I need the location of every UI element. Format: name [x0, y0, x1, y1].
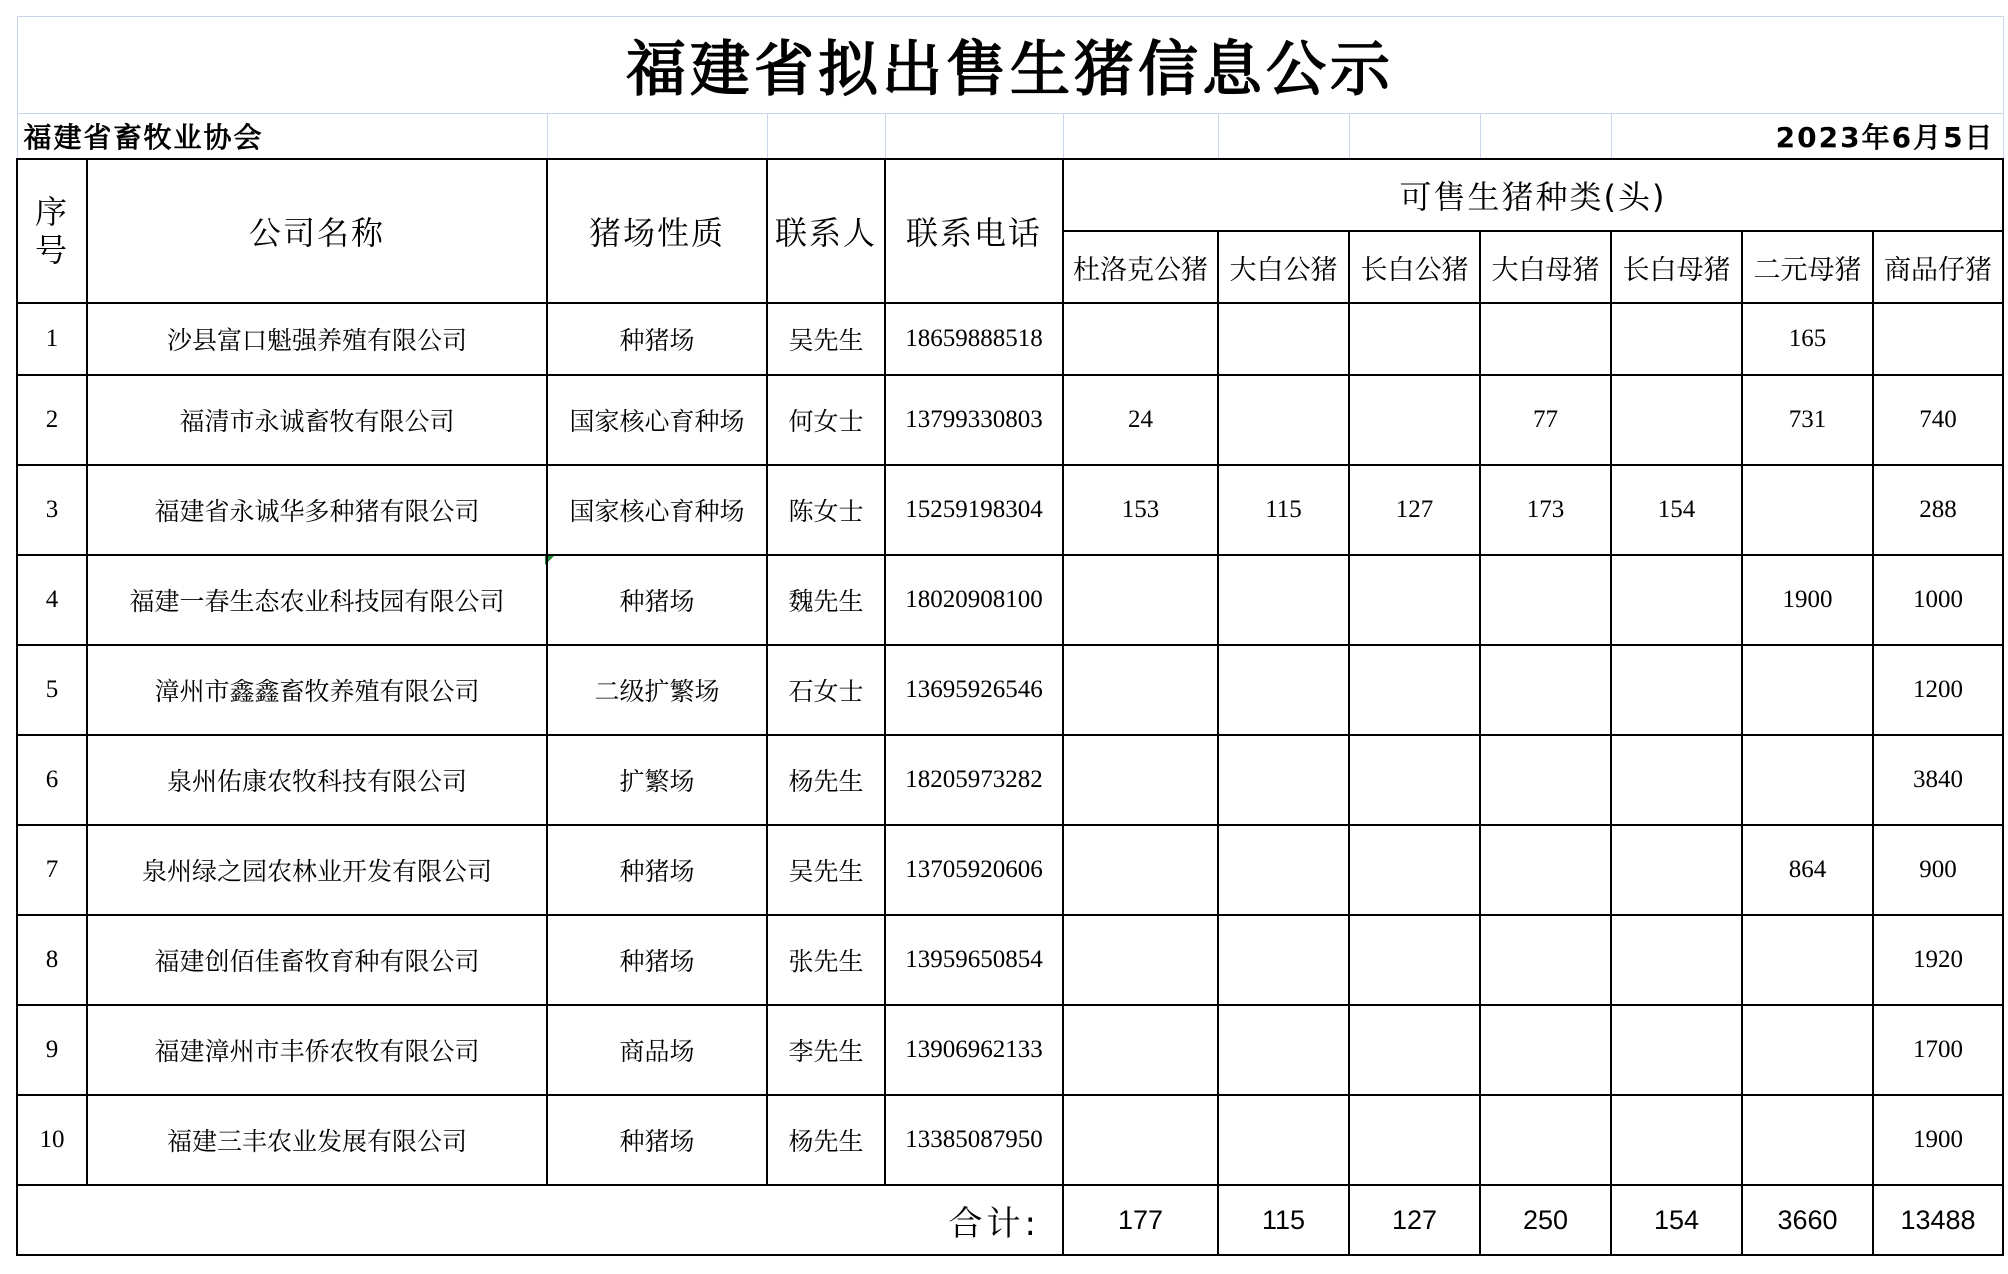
table-row — [17, 735, 2003, 825]
row-farm-type[interactable]: 国家核心育种场 — [547, 465, 767, 555]
row-count[interactable] — [1063, 825, 1218, 915]
row-count[interactable]: 1000 — [1873, 555, 2003, 645]
row-farm-type[interactable]: 商品场 — [547, 1005, 767, 1095]
empty-cell[interactable] — [1349, 114, 1480, 160]
table-row — [17, 375, 2003, 465]
row-count[interactable]: 740 — [1873, 375, 2003, 465]
row-count[interactable] — [1218, 375, 1349, 465]
row-company[interactable]: 沙县富口魁强养殖有限公司 — [87, 303, 547, 375]
row-count[interactable] — [1349, 1005, 1480, 1095]
row-phone[interactable]: 13906962133 — [885, 1005, 1063, 1095]
table-row — [17, 555, 2003, 645]
row-count[interactable]: 77 — [1480, 375, 1611, 465]
header-type: 长白母猪 — [1611, 231, 1742, 303]
row-company[interactable]: 漳州市鑫鑫畜牧养殖有限公司 — [87, 645, 547, 735]
header-type: 商品仔猪 — [1873, 231, 2003, 303]
row-company[interactable]: 福建三丰农业发展有限公司 — [87, 1095, 547, 1185]
header-contact: 联系人 — [767, 159, 885, 303]
sheet-title: 福建省拟出售生猪信息公示 — [17, 17, 2003, 114]
row-count[interactable] — [1063, 1005, 1218, 1095]
row-count[interactable] — [1063, 735, 1218, 825]
row-count[interactable] — [1218, 735, 1349, 825]
row-phone[interactable]: 18020908100 — [885, 555, 1063, 645]
row-count[interactable] — [1349, 303, 1480, 375]
publish-date: 2023年6月5日 — [1611, 114, 2003, 160]
row-company[interactable]: 泉州绿之园农林业开发有限公司 — [87, 825, 547, 915]
row-seq[interactable]: 5 — [17, 645, 87, 735]
row-count[interactable] — [1873, 303, 2003, 375]
row-phone[interactable]: 13799330803 — [885, 375, 1063, 465]
row-count[interactable] — [1611, 375, 1742, 465]
row-count[interactable] — [1742, 735, 1873, 825]
data-rows — [17, 303, 2003, 1185]
row-farm-type[interactable]: 种猪场 — [547, 825, 767, 915]
row-count[interactable] — [1611, 645, 1742, 735]
header-phone: 联系电话 — [885, 159, 1063, 303]
row-contact[interactable]: 李先生 — [767, 1005, 885, 1095]
total-value[interactable]: 250 — [1480, 1185, 1611, 1255]
row-phone[interactable]: 15259198304 — [885, 465, 1063, 555]
total-label[interactable]: 合计: — [17, 1185, 1063, 1255]
row-count[interactable] — [1349, 555, 1480, 645]
row-count[interactable]: 173 — [1480, 465, 1611, 555]
row-farm-type[interactable]: 扩繁场 — [547, 735, 767, 825]
row-count[interactable] — [1611, 555, 1742, 645]
total-value[interactable]: 127 — [1349, 1185, 1480, 1255]
row-phone[interactable]: 13385087950 — [885, 1095, 1063, 1185]
row-count[interactable] — [1480, 915, 1611, 1005]
row-seq[interactable]: 3 — [17, 465, 87, 555]
row-count[interactable] — [1063, 303, 1218, 375]
row-count[interactable]: 1200 — [1873, 645, 2003, 735]
table-row — [17, 303, 2003, 375]
row-count[interactable] — [1480, 555, 1611, 645]
header-row-1 — [17, 159, 2003, 231]
row-count[interactable] — [1480, 1005, 1611, 1095]
row-count[interactable]: 153 — [1063, 465, 1218, 555]
empty-cell[interactable] — [885, 114, 1063, 160]
row-farm-type[interactable]: 种猪场 — [547, 915, 767, 1005]
row-phone[interactable]: 18205973282 — [885, 735, 1063, 825]
row-count[interactable]: 1900 — [1742, 555, 1873, 645]
total-value[interactable]: 3660 — [1742, 1185, 1873, 1255]
table-row — [17, 915, 2003, 1005]
subheader-row — [17, 114, 2003, 160]
row-count[interactable] — [1611, 1095, 1742, 1185]
row-seq[interactable]: 7 — [17, 825, 87, 915]
row-count[interactable] — [1611, 915, 1742, 1005]
row-farm-type[interactable]: 二级扩繁场 — [547, 645, 767, 735]
row-count[interactable]: 1900 — [1873, 1095, 2003, 1185]
row-count[interactable] — [1742, 465, 1873, 555]
row-count[interactable] — [1349, 735, 1480, 825]
header-type: 大白母猪 — [1480, 231, 1611, 303]
row-count[interactable] — [1349, 825, 1480, 915]
row-seq[interactable]: 9 — [17, 1005, 87, 1095]
row-count[interactable] — [1218, 1095, 1349, 1185]
row-count[interactable]: 864 — [1742, 825, 1873, 915]
row-count[interactable] — [1611, 303, 1742, 375]
row-phone[interactable]: 18659888518 — [885, 303, 1063, 375]
row-company[interactable]: 福建一春生态农业科技园有限公司 — [87, 555, 547, 645]
empty-cell[interactable] — [1218, 114, 1349, 160]
row-phone[interactable]: 13959650854 — [885, 915, 1063, 1005]
row-count[interactable] — [1742, 645, 1873, 735]
row-contact[interactable]: 杨先生 — [767, 735, 885, 825]
row-count[interactable] — [1218, 555, 1349, 645]
row-company[interactable]: 福建创佰佳畜牧育种有限公司 — [87, 915, 547, 1005]
row-farm-type[interactable]: 种猪场 — [547, 1095, 767, 1185]
row-contact[interactable]: 吴先生 — [767, 825, 885, 915]
table-row — [17, 645, 2003, 735]
header-company: 公司名称 — [87, 159, 547, 303]
row-farm-type[interactable]: 国家核心育种场 — [547, 375, 767, 465]
row-count[interactable] — [1480, 1095, 1611, 1185]
empty-cell[interactable] — [1063, 114, 1218, 160]
row-seq[interactable]: 1 — [17, 303, 87, 375]
empty-cell[interactable] — [1480, 114, 1611, 160]
row-count[interactable] — [1063, 645, 1218, 735]
row-count[interactable]: 1700 — [1873, 1005, 2003, 1095]
row-contact[interactable]: 石女士 — [767, 645, 885, 735]
table-row — [17, 825, 2003, 915]
row-company[interactable]: 泉州佑康农牧科技有限公司 — [87, 735, 547, 825]
empty-cell[interactable] — [547, 114, 767, 160]
row-count[interactable] — [1611, 1005, 1742, 1095]
row-count[interactable] — [1349, 645, 1480, 735]
table-row — [17, 1095, 2003, 1185]
row-count[interactable] — [1063, 555, 1218, 645]
header-type: 杜洛克公猪 — [1063, 231, 1218, 303]
header-farm-type: 猪场性质 — [547, 159, 767, 303]
row-company[interactable]: 福建省永诚华多种猪有限公司 — [87, 465, 547, 555]
row-phone[interactable]: 13695926546 — [885, 645, 1063, 735]
row-seq[interactable]: 10 — [17, 1095, 87, 1185]
row-count[interactable] — [1063, 1095, 1218, 1185]
row-contact[interactable]: 魏先生 — [767, 555, 885, 645]
row-count[interactable]: 731 — [1742, 375, 1873, 465]
row-count[interactable]: 900 — [1873, 825, 2003, 915]
row-contact[interactable]: 杨先生 — [767, 1095, 885, 1185]
row-count[interactable] — [1218, 303, 1349, 375]
row-count[interactable]: 24 — [1063, 375, 1218, 465]
row-farm-type[interactable]: 种猪场 — [547, 555, 767, 645]
table-row — [17, 1005, 2003, 1095]
row-count[interactable]: 1920 — [1873, 915, 2003, 1005]
row-phone[interactable]: 13705920606 — [885, 825, 1063, 915]
row-count[interactable] — [1349, 1095, 1480, 1185]
header-type: 二元母猪 — [1742, 231, 1873, 303]
row-count[interactable] — [1480, 303, 1611, 375]
row-contact[interactable]: 何女士 — [767, 375, 885, 465]
row-count[interactable] — [1218, 825, 1349, 915]
organization-name: 福建省畜牧业协会 — [17, 114, 547, 160]
row-count[interactable] — [1742, 1095, 1873, 1185]
spreadsheet-table — [16, 16, 2004, 1256]
empty-cell[interactable] — [767, 114, 885, 160]
row-contact[interactable]: 陈女士 — [767, 465, 885, 555]
table-row — [17, 465, 2003, 555]
row-seq[interactable]: 4 — [17, 555, 87, 645]
total-value[interactable]: 154 — [1611, 1185, 1742, 1255]
total-value[interactable]: 177 — [1063, 1185, 1218, 1255]
row-contact[interactable]: 吴先生 — [767, 303, 885, 375]
total-value[interactable]: 13488 — [1873, 1185, 2003, 1255]
row-farm-type[interactable]: 种猪场 — [547, 303, 767, 375]
row-count[interactable] — [1742, 915, 1873, 1005]
row-count[interactable]: 288 — [1873, 465, 2003, 555]
row-count[interactable] — [1218, 915, 1349, 1005]
row-count[interactable] — [1742, 1005, 1873, 1095]
row-count[interactable] — [1480, 645, 1611, 735]
row-seq[interactable]: 6 — [17, 735, 87, 825]
row-count[interactable] — [1218, 645, 1349, 735]
header-pig-types-group: 可售生猪种类(头) — [1063, 159, 2003, 231]
row-count[interactable] — [1611, 825, 1742, 915]
row-contact[interactable]: 张先生 — [767, 915, 885, 1005]
row-count[interactable] — [1611, 735, 1742, 825]
row-count[interactable]: 165 — [1742, 303, 1873, 375]
row-count[interactable] — [1218, 1005, 1349, 1095]
row-count[interactable]: 3840 — [1873, 735, 2003, 825]
total-value[interactable]: 115 — [1218, 1185, 1349, 1255]
total-row — [17, 1185, 2003, 1255]
row-count[interactable] — [1063, 915, 1218, 1005]
row-count[interactable] — [1480, 825, 1611, 915]
row-count[interactable]: 115 — [1218, 465, 1349, 555]
row-count[interactable] — [1349, 915, 1480, 1005]
row-company[interactable]: 福清市永诚畜牧有限公司 — [87, 375, 547, 465]
row-count[interactable]: 154 — [1611, 465, 1742, 555]
row-count[interactable]: 127 — [1349, 465, 1480, 555]
header-type: 长白公猪 — [1349, 231, 1480, 303]
row-count[interactable] — [1349, 375, 1480, 465]
row-seq[interactable]: 2 — [17, 375, 87, 465]
header-seq: 序 号 — [17, 159, 87, 303]
row-company[interactable]: 福建漳州市丰侨农牧有限公司 — [87, 1005, 547, 1095]
row-count[interactable] — [1480, 735, 1611, 825]
header-type: 大白公猪 — [1218, 231, 1349, 303]
row-seq[interactable]: 8 — [17, 915, 87, 1005]
